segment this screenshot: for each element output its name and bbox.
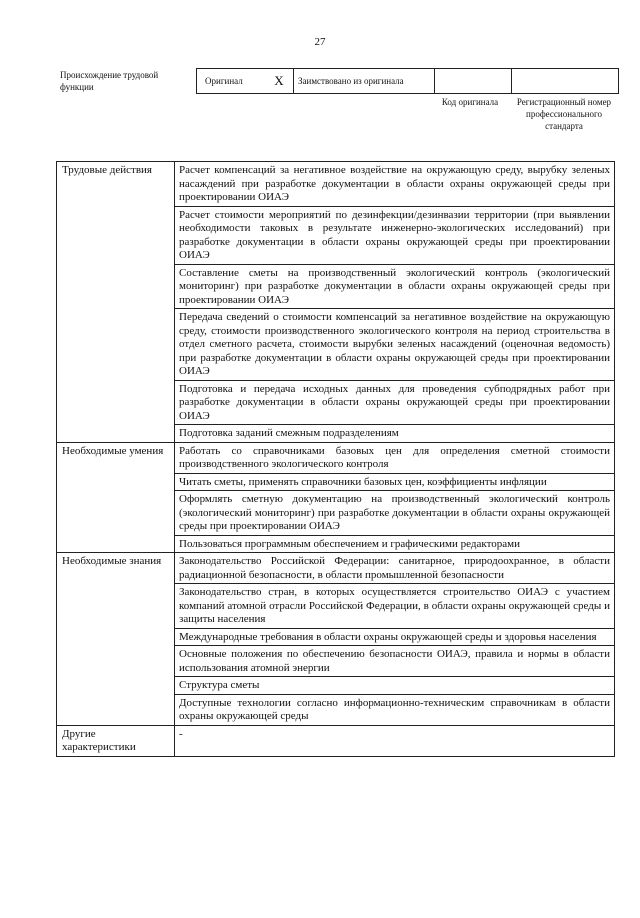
- item-required-knowledge: Основные положения по обеспечению безопасности ОИАЭ, правила и нормы в области использования атомной энергии: [175, 646, 615, 677]
- item-required-knowledge: Законодательство стран, в которых осуществляется строительство ОИАЭ с участием компаний атомной отрасли Российской Федерации, в области охраны окружающей среды и защиты населения: [175, 584, 615, 629]
- item-labor-actions: Передача сведений о стоимости компенсаций за негативное воздействие на окружающую среду, стоимости производственного экологического контроля на период строительства в отдел сметного расчета, стоимости вырубки зеленых насаждений (оценочная ведомость) при разработке документации в области охраны окружающей среды при проектировании ОИАЭ: [175, 309, 615, 381]
- section-label-required-knowledge: Необходимые знания: [57, 553, 175, 726]
- item-required-skills: Пользоваться программным обеспечением и графическими редакторами: [175, 535, 615, 553]
- item-labor-actions: Расчет стоимости мероприятий по дезинфекции/дезинвазии территории (при выявлении необходимости таковых в результате инженерно-экологических исследований) при разработке документации в области охраны окружающей среды при проектировании ОИАЭ: [175, 206, 615, 264]
- item-other-characteristics: -: [175, 725, 615, 756]
- origin-label: Происхождение трудовой функции: [60, 70, 159, 92]
- item-required-skills: Читать сметы, применять справочники базовых цен, коэффициенты инфляции: [175, 473, 615, 491]
- table-row: [57, 442, 615, 473]
- reg-caption: Регистрационный номер профессионального стандарта: [516, 97, 612, 131]
- item-labor-actions: Подготовка заданий смежным подразделениям: [175, 425, 615, 443]
- code-cell: [435, 69, 512, 94]
- original-mark: X: [265, 69, 294, 94]
- reg-number-cell: [512, 69, 619, 94]
- item-required-skills: Работать со справочниками базовых цен для определения сметной стоимости производственного экологического контроля: [175, 442, 615, 473]
- page-number: 27: [314, 36, 326, 48]
- item-labor-actions: Подготовка и передача исходных данных для проведения субподрядных работ при разработке документации в области охраны окружающей среды при проектировании ОИАЭ: [175, 380, 615, 425]
- item-labor-actions: Составление сметы на производственный экологический контроль (экологический мониторинг) при разработке документации в области охраны окружающей среды при проектировании ОИАЭ: [175, 264, 615, 309]
- table-row: [57, 725, 615, 756]
- code-caption: Код оригинала: [441, 97, 499, 107]
- item-required-knowledge: Структура сметы: [175, 677, 615, 695]
- table-row: [57, 162, 615, 207]
- original-label: Оригинал: [197, 69, 266, 94]
- table-row: [57, 553, 615, 584]
- section-label-labor-actions: Трудовые действия: [57, 162, 175, 443]
- item-labor-actions: Расчет компенсаций за негативное воздействие на окружающую среду, вырубку зеленых насаждений при разработке документации в области охраны окружающей среды при проектировании ОИАЭ: [175, 162, 615, 207]
- borrowed-label: Заимствовано из оригинала: [294, 69, 435, 94]
- section-label-required-skills: Необходимые умения: [57, 442, 175, 553]
- item-required-knowledge: Доступные технологии согласно информационно-техническим справочникам в области охраны окружающей среды: [175, 694, 615, 725]
- item-required-knowledge: Международные требования в области охраны окружающей среды и здоровья населения: [175, 628, 615, 646]
- function-details-table: [56, 161, 615, 757]
- section-label-other-characteristics: Другие характеристики: [57, 725, 175, 756]
- origin-table: [196, 68, 619, 94]
- item-required-knowledge: Законодательство Российской Федерации: санитарное, природоохранное, в области радиационной безопасности, в области промышленной безопасности: [175, 553, 615, 584]
- item-required-skills: Оформлять сметную документацию на производственный экологический контроль (экологический мониторинг) при разработке документации в области охраны окружающей среды при проектировании ОИАЭ: [175, 491, 615, 536]
